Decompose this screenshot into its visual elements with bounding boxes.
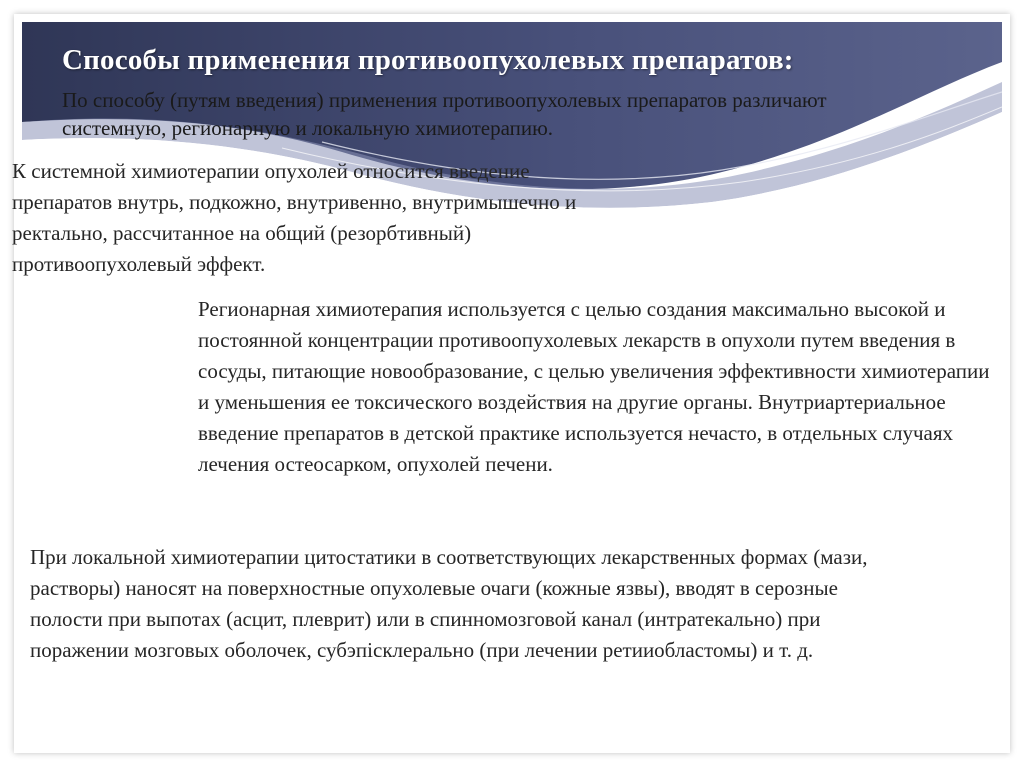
intro-paragraph: По способу (путям введения) применения противоопухолевых препаратов различают системную, регионарную и локальную химиотерапию.: [62, 88, 827, 140]
slide-title: Способы применения противоопухолевых препаратов:: [62, 44, 794, 76]
local-chemotherapy-text: При локальной химиотерапии цитостатики в соответствующих лекарственных формах (мази, растворы) наносят на поверхностные опухолевые очаги (кожные язвы), вводят в серозные полости при выпотах (асцит, плеврит) или в спинномозговой канал (интратекально) при поражении мозговых оболочек, субэпісклерально (при лечении ретииобластомы) и т. д.: [30, 545, 868, 662]
systemic-chemotherapy-text: К системной химиотерапии опухолей относится введение препаратов внутрь, подкожно, внутривенно, внутримышечно и ректально, рассчитанное на общий (резорбтивный) противоопухолевый эффект.: [12, 159, 577, 276]
regional-chemotherapy-text: Регионарная химиотерапия используется с целью создания максимально высокой и постоянной концентрации противоопухолевых лекарств в опухоли путем введения в сосуды, питающие новообразование, с целью увеличения эффективности химиотерапии и уменьшения ее токсического воздействия на другие органы. Внутриартериальное введение препаратов в детской практике используется нечасто, в отдельных случаях лечения остеосарком, опухолей печени.: [198, 297, 990, 476]
